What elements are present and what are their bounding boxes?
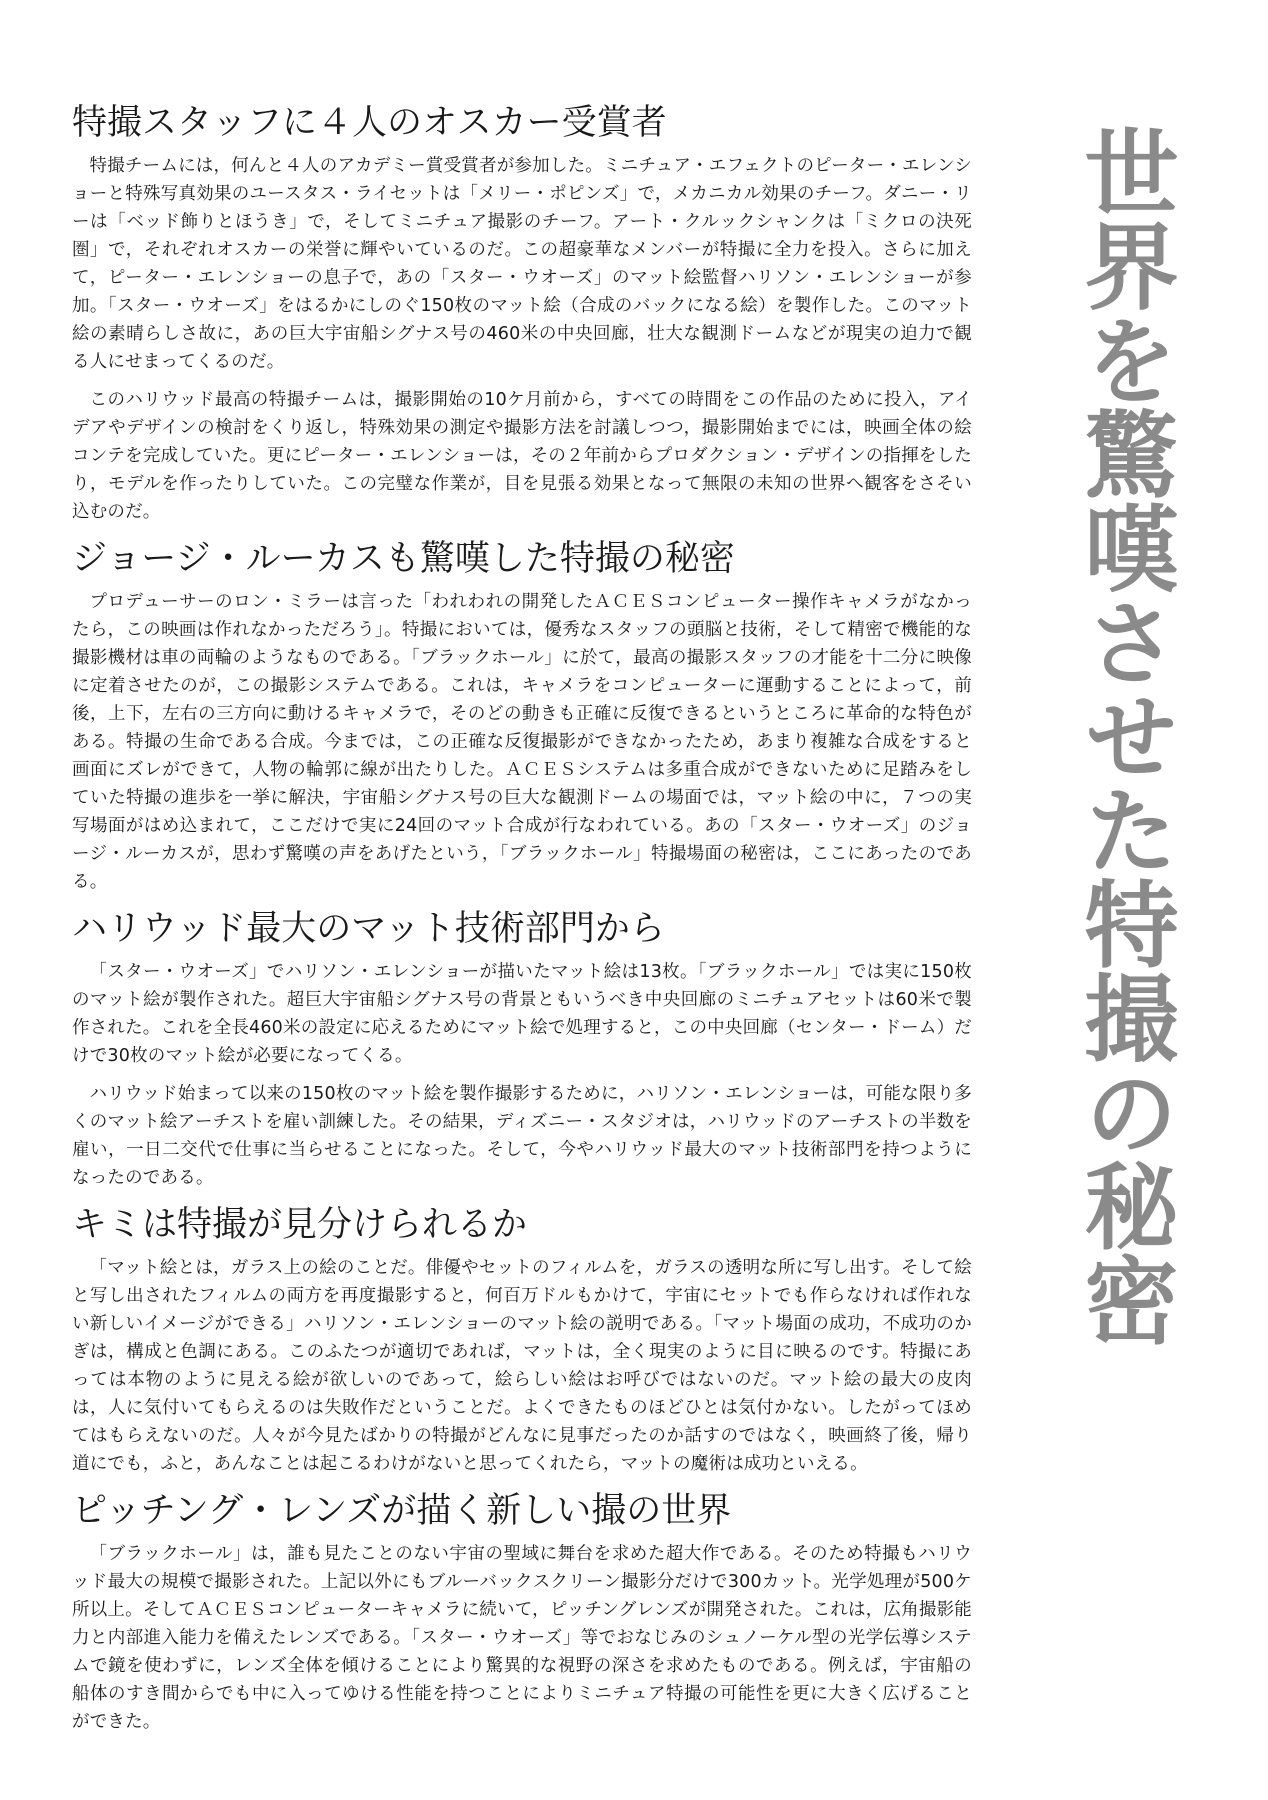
section-matte-department (72, 906, 972, 1192)
section-paragraph: 「ブラックホール」は，誰も見たことのない宇宙の聖域に舞台を求めた超大作である。そのため特撮もハリウッド最大の規模で撮影された。上記以外にもブルーバックスクリーン撮影分だけで300カット。光学処理が500ケ所以上。そしてＡＣＥＳコンピューターキャメラに続いて，ピッチングレンズが開発された。これは，広角撮影能力と内部進入能力を備えたレンズである。「スター・ウオーズ」等でおなじみのシュノーケル型の光学伝導システムで鏡を使わずに，レンズ全体を傾けることにより驚異的な視野の深さを求めたものである。例えば，宇宙船の船体のすき間からでも中に入ってゆける性能を持つことによりミニチュア特撮の可能性を更に大きく広げることができた。 (72, 1544, 972, 1732)
section-paragraph: プロデューサーのロン・ミラーは言った「われわれの開発したＡＣＥＳコンピューター操作キャメラがなかったら，この映画は作れなかっただろう」。特撮においては，優秀なスタッフの頭脳と技術，そして精密で機能的な撮影機材は車の両輪のようなものである。「ブラックホール」に於て，最高の撮影スタッフの才能を十二分に映像に定着させたのが，この撮影システムである。これは，キャメラをコンピューターに運動することによって，前後，上下，左右の三方向に動けるキャメラで，そのどの動きも正確に反復できるというところに革命的な特色がある。特撮の生命である合成。今までは，この正確な反復撮影ができなかったため，あまり複雑な合成をすると画面にズレができて，人物の輪郭に線が出たりした。ＡＣＥＳシステムは多重合成ができないために足踏みをしていた特撮の進歩を一挙に解決，宇宙船シグナス号の巨大な観測ドームの場面では，マット絵の中に，７つの実写場面がはめ込まれて，ここだけで実に24回のマット合成が行なわれている。あの「スター・ウオーズ」のジョージ・ルーカスが，思わず驚嘆の声をあげたという，「ブラックホール」特撮場面の秘密は，ここにあったのである。 (72, 592, 972, 892)
section-oscar-staff (72, 100, 972, 526)
section-heading: ジョージ・ルーカスも驚嘆した特撮の秘密 (72, 539, 735, 579)
section-paragraph: 特撮チームには，何んと４人のアカデミー賞受賞者が参加した。ミニチュア・エフェクトのピーター・エレンショーと特殊写真効果のユースタス・ライセットは「メリー・ポピンズ」で，メカニカル効果のチーフ。ダニー・リーは「ベッド飾りとほうき」で，そしてミニチュア撮影のチーフ。アート・クルックシャンクは「ミクロの決死圏」で，それぞれオスカーの栄誉に輝やいているのだ。この超豪華なメンバーが特撮に全力を投入。さらに加えて，ピーター・エレンショーの息子で，あの「スター・ウオーズ」のマット絵監督ハリソン・エレンショーが参加。「スター・ウオーズ」をはるかにしのぐ150枚のマット絵（合成のバックになる絵）を製作した。このマット絵の素晴らしさ故に，あの巨大宇宙船シグナス号の460米の中央回廊，壮大な観測ドームなどが現実の迫力で観る人にせまってくるのだ。 (72, 156, 972, 372)
section-paragraph: 「スター・ウオーズ」でハリソン・エレンショーが描いたマット絵は13枚。「ブラックホール」では実に150枚のマット絵が製作された。超巨大宇宙船シグナス号の背景ともいうべき中央回廊のミニチュアセットは60米で製作された。これを全長460米の設定に応えるためにマット絵で処理すると，この中央回廊（センター・ドーム）だけで30枚のマット絵が必要になってくる。 (72, 962, 972, 1066)
section-heading: 特撮スタッフに４人のオスカー受賞者 (72, 103, 667, 143)
section-pitching-lens (72, 1488, 972, 1736)
article-body (72, 100, 972, 1746)
section-heading: ピッチング・レンズが描く新しい撮の世界 (72, 1491, 732, 1531)
vertical-side-title: 世界を驚嘆させた特撮の秘密 (1068, 124, 1178, 1346)
section-lucas-secret (72, 536, 972, 896)
section-heading: ハリウッド最大のマット技術部門から (72, 909, 665, 949)
section-paragraph: このハリウッド最高の特撮チームは，撮影開始の10ケ月前から，すべての時間をこの作品のために投入，アイデアやデザインの検討をくり返し，特殊効果の測定や撮影方法を討議しつつ，撮影開始までには，映画全体の絵コンテを完成していた。更にピーター・エレンショーは，その２年前からプロダクション・デザインの指揮をしたり，モデルを作ったりしていた。この完璧な作業が，目を見張る効果となって無限の未知の世界へ観客をさそい込むのだ。 (72, 390, 972, 522)
section-paragraph: 「マット絵とは，ガラス上の絵のことだ。俳優やセットのフィルムを，ガラスの透明な所に写し出す。そして絵と写し出されたフィルムの両方を再度撮影すると，何百万ドルもかけて，宇宙にセットでも作らなければ作れない新しいイメージができる」ハリソン・エレンショーのマット絵の説明である。「マット場面の成功，不成功のかぎは，構成と色調にある。このふたつが適切であれば，マットは，全く現実のように目に映るのです。特撮にあっては本物のように見える絵が欲しいのであって，絵らしい絵はお呼びではないのだ。マット絵の最大の皮肉は，人に気付いてもらえるのは失敗作だということだ。よくできたものほどひとは気付かない。したがってほめてはもらえないのだ。人々が今見たばかりの特撮がどんなに見事だったのか話すのではなく，映画終了後，帰り道にでも，ふと，あんなことは起こるわけがないと思ってくれたら，マットの魔術は成功といえる。 (72, 1258, 972, 1474)
section-heading: キミは特撮が見分けられるか (72, 1205, 528, 1245)
section-spot-the-effects (72, 1202, 972, 1478)
section-paragraph: ハリウッド始まって以来の150枚のマット絵を製作撮影するために，ハリソン・エレンショーは，可能な限り多くのマット絵アーチストを雇い訓練した。その結果，ディズニー・スタジオは，ハリウッドのアーチストの半数を雇い，一日二交代で仕事に当らせることになった。そして，今やハリウッド最大のマット技術部門を持つようになったのである。 (72, 1084, 972, 1188)
